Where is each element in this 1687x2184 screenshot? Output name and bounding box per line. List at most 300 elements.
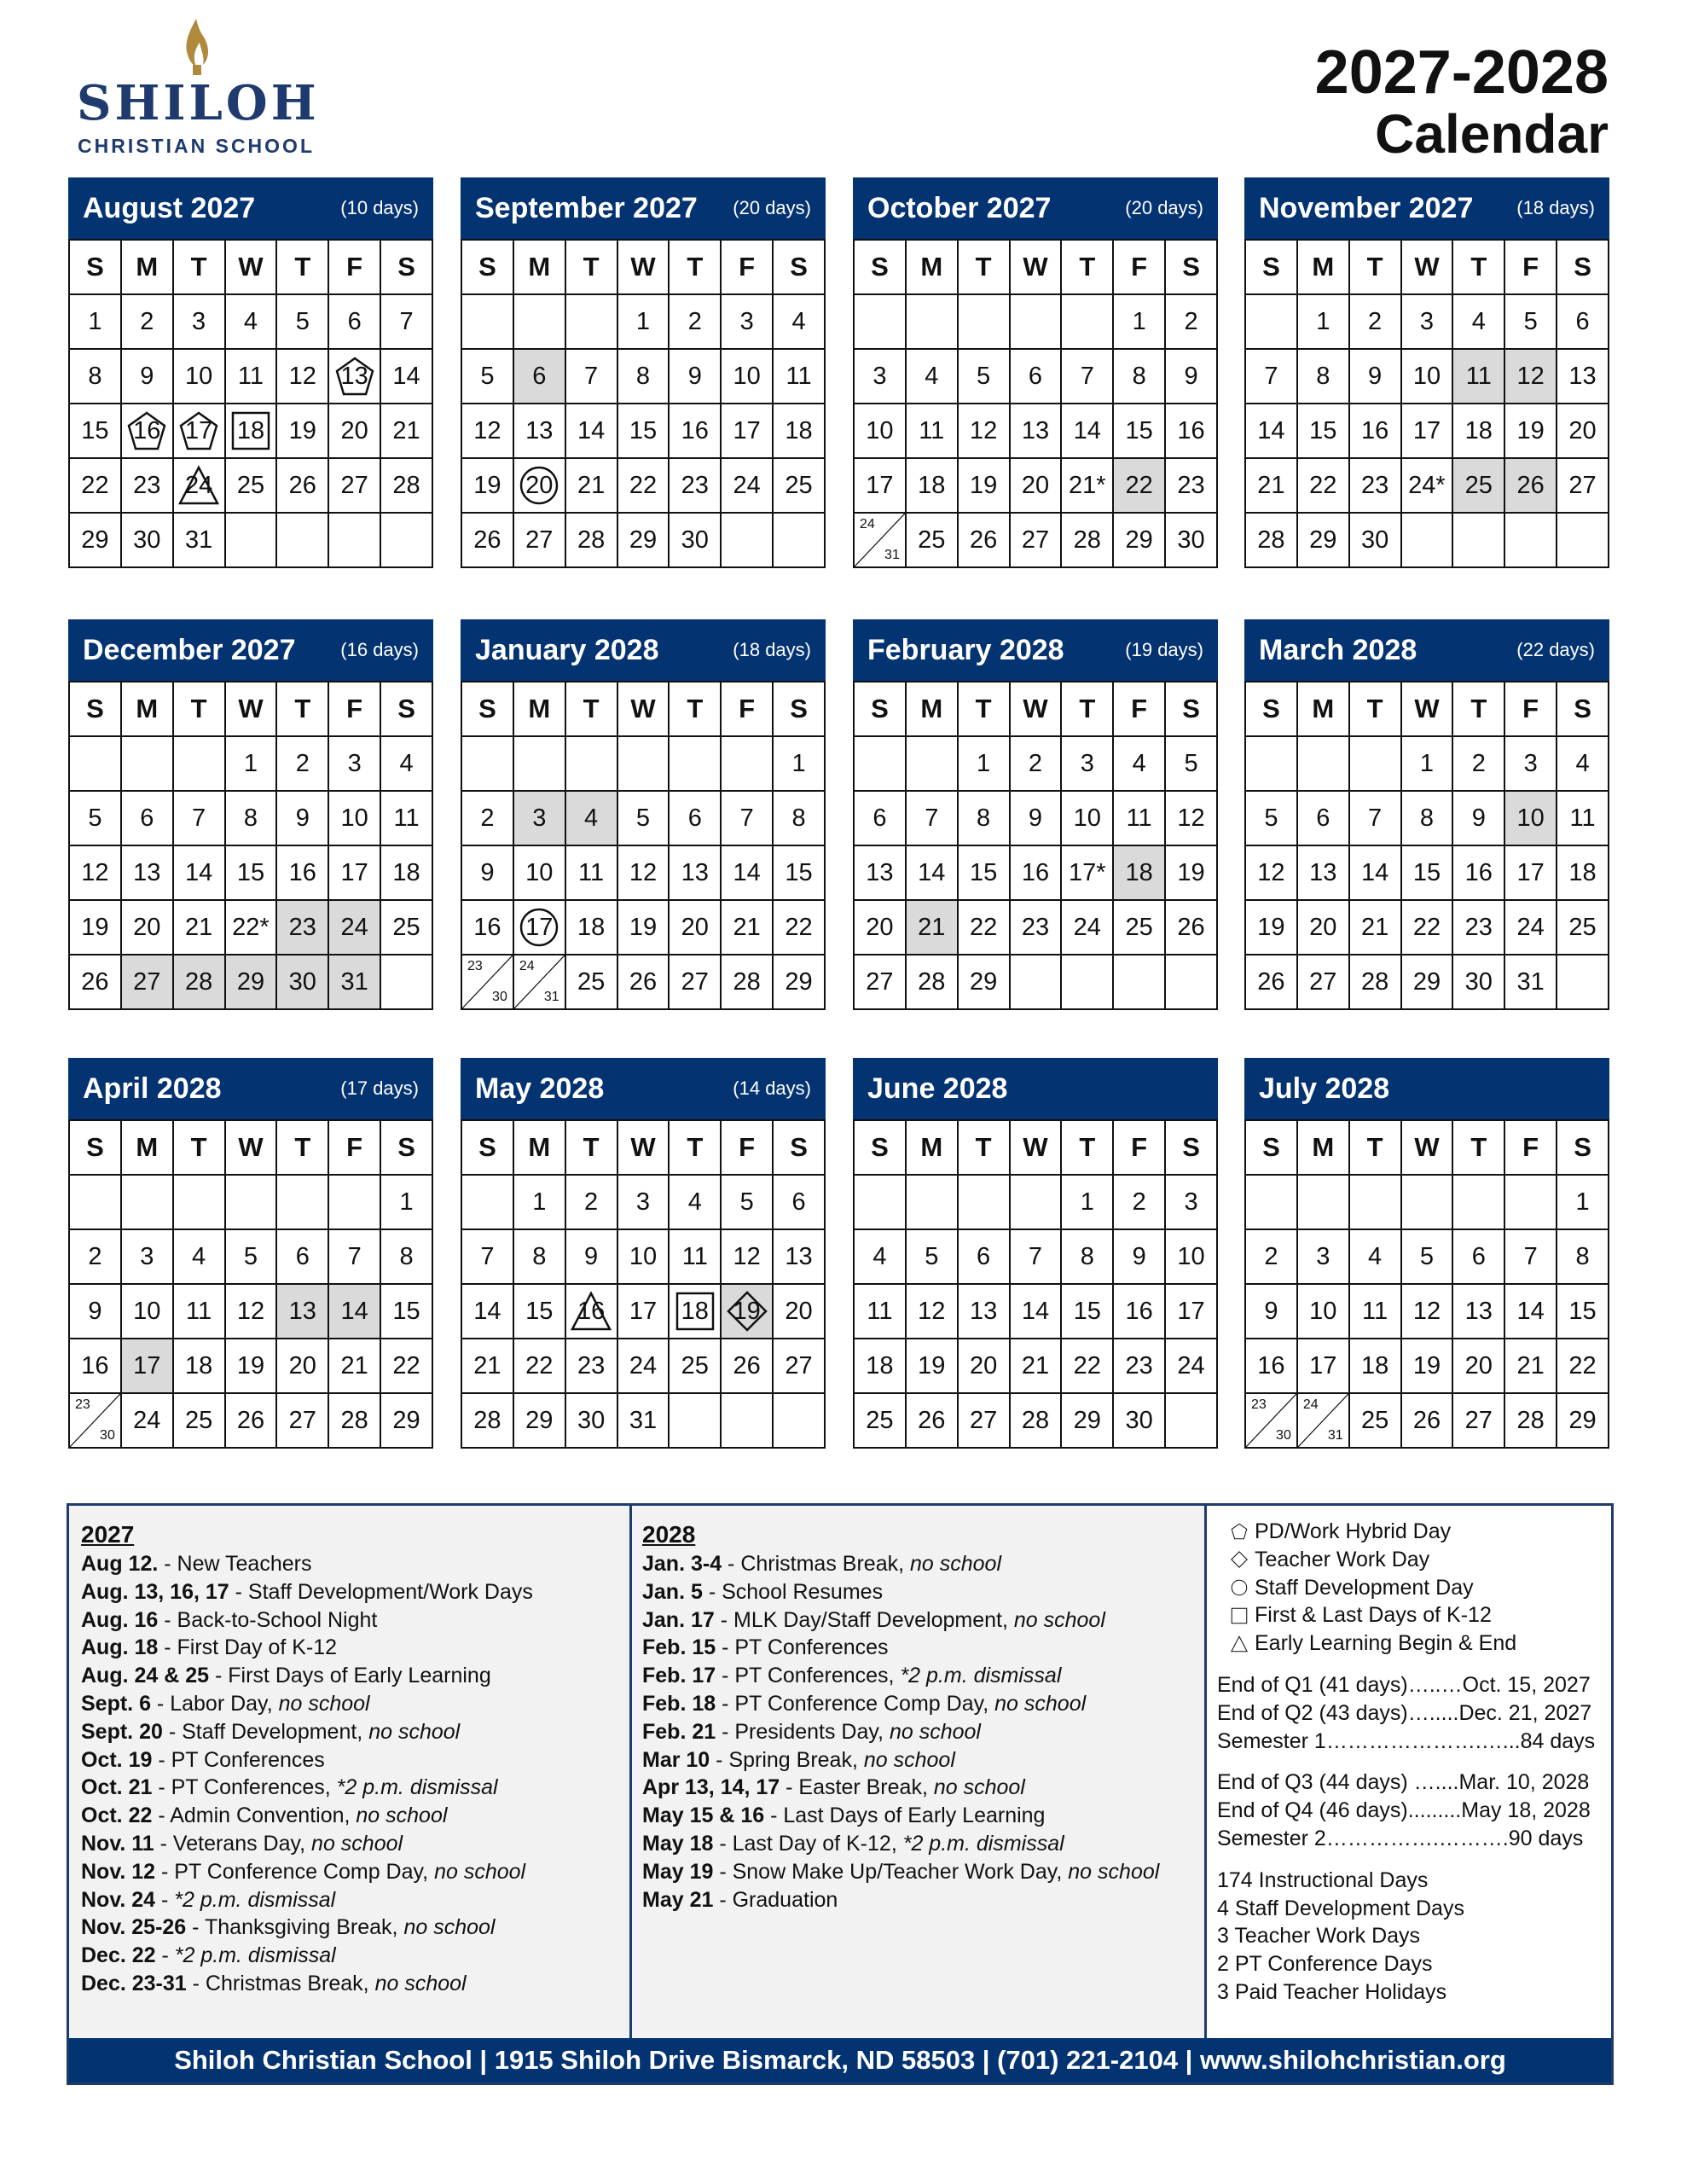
week-row [69,736,432,791]
month-september-2027 [461,177,826,568]
day-cell: 24 [617,1339,670,1393]
day-cell: 13 [1010,404,1062,458]
page-title [1314,38,1609,165]
event-item [81,1858,629,1886]
day-cell: 24 [1504,900,1557,955]
month-name: March 2028 [1259,633,1417,666]
stat-line: 4 Staff Development Days [1217,1896,1464,1920]
event-description: - MLK Day/Staff Development, [714,1607,1014,1632]
weekday-header: M [1297,682,1349,736]
day-number: 18 [681,1297,709,1325]
event-date: Apr 13, 14, 17 [642,1775,780,1800]
month-school-days: (22 days) [1516,639,1595,660]
event-description: - Back-to-School Night [158,1607,378,1632]
day-cell: 30 [276,955,328,1009]
day-cell: 11 [173,1284,225,1339]
event-note: no school [356,1804,448,1828]
legend-item [1217,1574,1611,1602]
weekday-header: F [721,1120,773,1175]
day-cell: 23 [276,900,328,955]
event-description: - Snow Make Up/Teacher Work Day, [713,1859,1069,1884]
day-cell: 25 [1452,458,1504,513]
marked-day [519,907,559,948]
day-cell: 9 [121,349,173,404]
day-cell: 8 [1061,1229,1113,1284]
weekday-header: W [1010,1120,1062,1175]
day-cell: 2 [461,791,513,845]
day-cell: 4 [1349,1229,1401,1284]
day-cell: 1 [617,294,670,349]
day-cell: 12 [1245,845,1297,900]
empty-cell [1297,1175,1349,1229]
empty-cell [565,294,617,349]
day-cell: 10 [721,349,773,404]
day-cell: 4 [669,1175,721,1229]
day-cell: 1 [1401,736,1453,791]
square-icon [1231,1605,1248,1627]
weekday-header: S [380,682,432,736]
day-cell: 29 [225,955,277,1009]
day-cell: 4 [380,736,432,791]
day-cell: 20 [1452,1339,1504,1393]
day-cell: 22 [1297,458,1349,513]
day-cell: 20 [773,1284,825,1339]
month-december-2027 [68,619,433,1010]
empty-cell [461,736,513,791]
weekday-header: W [1401,240,1453,294]
day-cell: 1 [1061,1175,1113,1229]
month-october-2027 [853,177,1218,568]
empty-cell [1504,1175,1557,1229]
day-cell: 2 [1165,294,1217,349]
day-cell: 6 [1010,349,1062,404]
day-cell: 26 [1401,1393,1453,1448]
day-cell: 27 [276,1393,328,1448]
day-cell: 12 [225,1284,277,1339]
week-row [1245,294,1609,349]
month-header [68,177,433,239]
day-cell: 21 [565,458,617,513]
day-cell: 12 [1504,349,1557,404]
month-school-days: (17 days) [340,1077,419,1099]
weekday-header: F [1113,682,1165,736]
empty-cell [121,736,173,791]
day-cell: 12 [461,404,513,458]
day-cell: 26 [461,513,513,567]
day-cell: 12 [721,1229,773,1284]
day-cell: 27 [958,1393,1010,1448]
day-cell: 18 [854,1339,906,1393]
day-cell: 20 [958,1339,1010,1393]
empty-cell [1452,513,1504,567]
empty-cell [1061,294,1113,349]
day-cell: 25 [1113,900,1165,955]
event-date: Aug. 18 [81,1635,159,1660]
weekday-header: S [69,682,121,736]
weekday-header: M [121,240,173,294]
month-days-table [1244,239,1609,568]
event-date: Jan. 5 [642,1579,703,1604]
event-item [642,1718,1204,1746]
event-item [81,1914,629,1942]
weekday-header: S [1245,240,1297,294]
week-row [1245,1175,1609,1229]
day-cell: 22* [225,900,277,955]
day-cell: 12 [1165,791,1217,845]
legend-symbol [1217,1519,1248,1543]
day-cell: 3 [854,349,906,404]
legend-item [1217,1546,1611,1574]
week-row [461,349,825,404]
flame-icon [162,17,230,77]
weekday-header: W [1401,1120,1453,1175]
events-2028 [632,1506,1207,2038]
event-date: Feb. 17 [642,1664,716,1688]
day-cell: 3 [721,294,773,349]
month-school-days: (20 days) [733,197,811,218]
empty-cell [854,1175,906,1229]
day-cell: 5 [1245,791,1297,845]
week-row [854,955,1217,1009]
day-cell: 4 [906,349,958,404]
week-row [854,1339,1217,1393]
day-cell: 2 [565,1175,617,1229]
event-date: Nov. 11 [81,1831,154,1856]
month-name: January 2028 [475,633,659,666]
month-header [853,1058,1218,1119]
split-day-first: 24 [519,959,535,973]
day-cell: 17 [854,458,906,513]
day-cell: 14 [1349,845,1401,900]
weekday-header: T [173,682,225,736]
day-cell: 29 [1061,1393,1113,1448]
event-description: - School Resumes [702,1579,884,1604]
week-row [461,294,825,349]
day-cell: 11 [854,1284,906,1339]
weekday-header: F [1113,1120,1165,1175]
day-cell: 8 [1113,349,1165,404]
month-name: April 2028 [83,1072,222,1105]
week-row [69,1393,432,1448]
day-cell: 26 [617,955,670,1009]
day-cell: 21 [461,1339,513,1393]
day-cell: 24 [1061,900,1113,955]
weekday-header: W [1010,240,1062,294]
month-days-table [68,1119,433,1449]
empty-cell [1401,1175,1453,1229]
day-cell: 11 [380,791,432,845]
week-row [1245,791,1609,845]
day-cell: 21 [173,900,225,955]
weekday-header: T [276,682,328,736]
event-date: Feb. 21 [642,1719,716,1744]
day-cell: 17 [121,1339,173,1393]
day-cell: 19 [69,900,121,955]
day-cell: 22 [1401,900,1453,955]
day-cell: 20 [1297,900,1349,955]
week-row [69,900,432,955]
day-number: 16 [577,1297,606,1325]
weekday-header: F [1504,1120,1557,1175]
month-days-table [853,239,1218,568]
day-cell: 11 [1349,1284,1401,1339]
event-note: *2 p.m. dismissal [900,1664,1062,1688]
day-cell: 10 [1297,1284,1349,1339]
weekday-header: S [1557,240,1609,294]
empty-cell [1349,736,1401,791]
week-row [1245,900,1609,955]
weekday-header: T [1061,1120,1113,1175]
day-cell: 13 [854,845,906,900]
day-cell: 29 [958,955,1010,1009]
event-description: - Staff Development, [162,1719,369,1744]
stat-line: End of Q1 (41 days)…..…Oct. 15, 2027 [1217,1672,1591,1697]
event-note: *2 p.m. dismissal [174,1887,336,1912]
week-row [1245,513,1609,567]
event-note: no school [889,1719,981,1744]
empty-cell [906,294,958,349]
empty-cell [854,736,906,791]
day-cell [461,955,513,1009]
weekday-header: T [1452,682,1504,736]
day-cell: 29 [1297,513,1349,567]
day-cell: 29 [69,513,121,567]
day-cell: 5 [69,791,121,845]
event-note: no school [909,1552,1002,1576]
day-cell: 25 [854,1393,906,1448]
weekday-header: S [1557,1120,1609,1175]
day-cell: 9 [69,1284,121,1339]
day-cell: 7 [1010,1229,1062,1284]
weekday-header: W [225,240,277,294]
day-cell: 16 [461,900,513,955]
week-row [461,458,825,513]
info-panel [67,1503,1614,2085]
day-cell: 19 [461,458,513,513]
week-row [854,458,1217,513]
day-cell: 1 [225,736,277,791]
day-cell: 3 [173,294,225,349]
month-november-2027 [1244,177,1609,568]
month-days-table [461,239,826,568]
week-row [69,955,432,1009]
day-cell: 2 [1349,294,1401,349]
day-cell: 10 [617,1229,670,1284]
day-cell: 24 [328,900,380,955]
day-cell: 28 [461,1393,513,1448]
weekday-header: W [1401,682,1453,736]
day-cell: 31 [1504,955,1557,1009]
event-item [81,1942,629,1970]
split-day-first: 23 [467,959,483,973]
weekday-header: S [1165,1120,1217,1175]
event-item [81,1970,629,1998]
day-cell: 15 [617,404,670,458]
day-cell: 9 [1349,349,1401,404]
day-cell: 9 [565,1229,617,1284]
day-cell: 3 [1297,1229,1349,1284]
day-cell: 9 [669,349,721,404]
day-cell: 6 [513,349,565,404]
week-row [69,458,432,513]
day-cell: 8 [69,349,121,404]
day-cell: 4 [1113,736,1165,791]
day-number: 16 [133,416,161,444]
day-number: 18 [236,416,265,444]
weekday-header: M [906,240,958,294]
week-row [461,404,825,458]
event-description: - PT Conferences [152,1747,325,1772]
day-cell [669,1284,721,1339]
day-cell: 25 [906,513,958,567]
day-cell: 25 [225,458,277,513]
event-item [642,1802,1204,1830]
weekday-header: M [1297,1120,1349,1175]
legend-and-stats [1207,1506,1611,2038]
day-cell: 27 [773,1339,825,1393]
weekday-header: T [669,240,721,294]
marked-day [178,410,219,451]
day-cell: 18 [1349,1339,1401,1393]
event-description: - Christmas Break, [722,1552,910,1576]
month-header [853,177,1218,239]
day-cell: 4 [854,1229,906,1284]
title-calendar: Calendar [1375,102,1609,165]
day-cell [565,1284,617,1339]
event-date: Dec. 23-31 [81,1971,187,1995]
weekday-header: W [617,1120,670,1175]
event-item [642,1830,1204,1858]
school-logo [77,17,324,157]
day-cell: 23 [565,1339,617,1393]
day-cell: 28 [328,1393,380,1448]
day-cell: 22 [1113,458,1165,513]
month-name: December 2027 [83,633,296,666]
week-row [461,1393,825,1448]
day-cell: 22 [69,458,121,513]
event-date: Oct. 19 [81,1747,153,1772]
day-cell: 18 [1113,845,1165,900]
day-cell: 10 [1504,791,1557,845]
day-cell: 13 [669,845,721,900]
weekday-header: S [461,1120,513,1175]
day-cell: 31 [617,1393,670,1448]
split-day-second: 30 [1276,1428,1291,1443]
empty-cell [1245,1175,1297,1229]
week-row [1245,1393,1609,1448]
legend-label: First & Last Days of K-12 [1255,1603,1492,1628]
day-cell: 22 [1061,1339,1113,1393]
day-cell: 19 [617,900,670,955]
week-row [1245,458,1609,513]
event-description: - Admin Convention, [152,1804,357,1828]
day-cell: 5 [1504,294,1557,349]
weekday-header: S [854,682,906,736]
event-date: May 19 [642,1859,714,1884]
empty-cell [854,294,906,349]
day-cell: 26 [1165,900,1217,955]
weekday-header: S [380,1120,432,1175]
semester-2-stats [1217,1769,1611,1852]
week-row [854,736,1217,791]
split-day-second: 30 [100,1428,115,1443]
weekday-header: W [617,682,670,736]
weekday-header: T [958,1120,1010,1175]
day-cell: 6 [854,791,906,845]
day-cell: 26 [1245,955,1297,1009]
day-cell: 10 [1061,791,1113,845]
day-cell: 2 [1010,736,1062,791]
event-item [642,1746,1204,1774]
weekday-header: T [173,240,225,294]
empty-cell [773,513,825,567]
day-cell: 28 [1504,1393,1557,1448]
day-count-stats [1217,1867,1611,2007]
marked-day [126,410,167,451]
day-cell: 26 [1504,458,1557,513]
stat-line: End of Q4 (46 days).........May 18, 2028 [1217,1798,1591,1823]
month-february-2028 [853,619,1218,1010]
day-cell: 9 [1010,791,1062,845]
day-cell: 18 [1452,404,1504,458]
day-cell: 24 [721,458,773,513]
day-cell: 29 [380,1393,432,1448]
weekday-header: F [328,682,380,736]
week-row [461,736,825,791]
legend-label: Early Learning Begin & End [1255,1631,1517,1656]
day-cell: 31 [328,955,380,1009]
day-cell: 21 [1349,900,1401,955]
day-cell: 13 [1557,349,1609,404]
day-cell: 8 [617,349,670,404]
month-school-days: (20 days) [1125,197,1203,218]
weekday-header: T [1349,682,1401,736]
weekday-header: W [617,240,670,294]
day-cell: 12 [617,845,670,900]
day-cell: 30 [1349,513,1401,567]
day-cell: 22 [958,900,1010,955]
month-days-table [461,1119,826,1449]
day-cell: 7 [1504,1229,1557,1284]
event-item [642,1774,1204,1802]
event-description: - Christmas Break, [186,1971,375,1995]
event-description: - PT Conferences [716,1635,889,1660]
day-cell: 2 [276,736,328,791]
week-row [1245,1229,1609,1284]
day-cell: 3 [1165,1175,1217,1229]
day-cell: 3 [1504,736,1557,791]
day-cell: 25 [1557,900,1609,955]
weekday-header: W [225,682,277,736]
event-item [642,1886,1204,1914]
event-description: - Veterans Day, [154,1831,312,1856]
month-header [461,1058,826,1119]
month-header [1244,1058,1609,1119]
day-cell: 10 [513,845,565,900]
week-row [69,349,432,404]
day-cell: 27 [1557,458,1609,513]
day-cell: 19 [276,404,328,458]
day-cell: 8 [1297,349,1349,404]
month-header [1244,177,1609,239]
day-cell: 18 [773,404,825,458]
event-description: - Spring Break, [710,1747,864,1772]
weekday-header: F [1504,240,1557,294]
day-cell: 7 [173,791,225,845]
empty-cell [328,1175,380,1229]
weekday-header: T [958,240,1010,294]
event-date: Aug. 16 [81,1607,159,1632]
